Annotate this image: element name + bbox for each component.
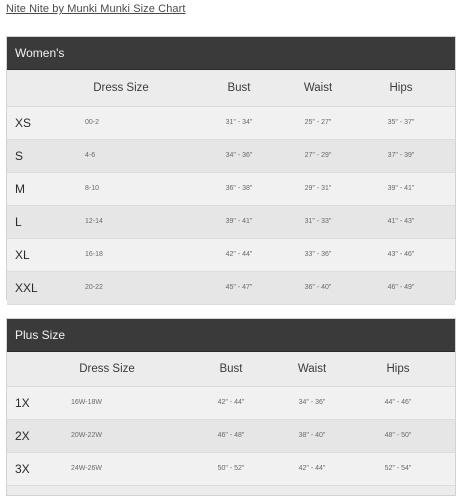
col-head-bust: Bust: [227, 82, 251, 94]
size-label: XS: [15, 116, 32, 130]
bust-cell: 50" - 52": [217, 465, 245, 472]
hips-cell: 52" - 54": [384, 465, 412, 472]
col-head-dress-size: Dress Size: [79, 363, 135, 375]
hips-cell: 37" - 39": [387, 152, 415, 159]
dress-size-cell: 24W-26W: [71, 465, 102, 472]
womens-size-table: [6, 36, 456, 300]
hips-cell: 43" - 46": [387, 251, 415, 258]
hips-cell: 44" - 46": [384, 399, 412, 406]
hips-cell: 35" - 37": [387, 119, 415, 126]
plus-rows: [7, 387, 455, 486]
table-row: [7, 420, 455, 453]
bust-cell: 42" - 44": [225, 251, 253, 258]
col-head-bust: Bust: [219, 363, 243, 375]
plus-size-table: [6, 318, 456, 496]
col-head-hips: Hips: [389, 82, 413, 94]
plus-column-headers: [7, 352, 455, 387]
dress-size-cell: 16-18: [85, 251, 103, 258]
waist-cell: 36" - 40": [304, 284, 332, 291]
size-label: XL: [15, 248, 30, 262]
size-chart-title-link[interactable]: Nite Nite by Munki Munki Size Chart: [6, 3, 186, 15]
waist-cell: 34" - 36": [298, 399, 326, 406]
size-label: L: [15, 215, 22, 229]
hips-cell: 41" - 43": [387, 218, 415, 225]
size-label: 1X: [15, 396, 30, 410]
table-row: [7, 387, 455, 420]
hips-cell: 39" - 41": [387, 185, 415, 192]
table-row: [7, 239, 455, 272]
col-head-hips: Hips: [386, 363, 410, 375]
bust-cell: 31" - 34": [225, 119, 253, 126]
bust-cell: 45" - 47": [225, 284, 253, 291]
waist-cell: 31" - 33": [304, 218, 332, 225]
table-row: [7, 453, 455, 486]
dress-size-cell: 16W-18W: [71, 399, 102, 406]
dress-size-cell: 8-10: [85, 185, 100, 192]
table-row: [7, 272, 455, 305]
hips-cell: 48" - 50": [384, 432, 412, 439]
bust-cell: 42" - 44": [217, 399, 245, 406]
bust-cell: 39" - 41": [225, 218, 253, 225]
table-row: [7, 107, 455, 140]
waist-cell: 38" - 40": [298, 432, 326, 439]
table-row: [7, 206, 455, 239]
bust-cell: 36" - 38": [225, 185, 253, 192]
waist-cell: 42" - 44": [298, 465, 326, 472]
dress-size-cell: 00-2: [85, 119, 100, 126]
dress-size-cell: 20W-22W: [71, 432, 102, 439]
waist-cell: 25" - 27": [304, 119, 332, 126]
col-head-dress-size: Dress Size: [93, 82, 149, 94]
size-label: S: [15, 149, 24, 163]
size-label: 2X: [15, 429, 30, 443]
dress-size-cell: 4-6: [85, 152, 96, 159]
hips-cell: 46" - 49": [387, 284, 415, 291]
bust-cell: 46" - 48": [217, 432, 245, 439]
dress-size-cell: 20-22: [85, 284, 103, 291]
table-row: [7, 140, 455, 173]
womens-column-headers: [7, 70, 455, 107]
size-label: M: [15, 182, 25, 196]
size-label: XXL: [15, 281, 38, 295]
size-label: 3X: [15, 462, 30, 476]
bust-cell: 34" - 36": [225, 152, 253, 159]
waist-cell: 27" - 29": [304, 152, 332, 159]
dress-size-cell: 12-14: [85, 218, 103, 225]
table-row: [7, 173, 455, 206]
womens-rows: [7, 107, 455, 305]
waist-cell: 33" - 36": [304, 251, 332, 258]
waist-cell: 29" - 31": [304, 185, 332, 192]
womens-table-title: Women's: [7, 37, 455, 70]
plus-table-title: Plus Size: [7, 319, 455, 352]
col-head-waist: Waist: [297, 363, 327, 375]
col-head-waist: Waist: [303, 82, 333, 94]
